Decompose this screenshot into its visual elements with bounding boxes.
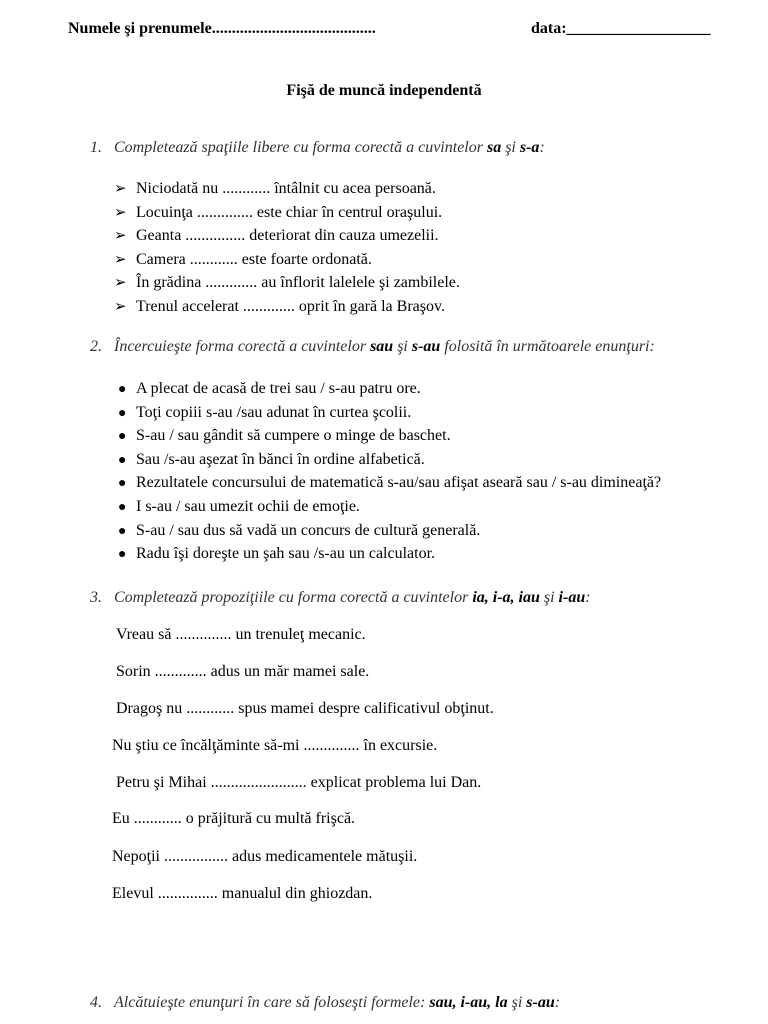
task-2-instruction — [90, 338, 655, 356]
list-item-text: I s-au / sau umezit ochii de emoţie. — [136, 497, 360, 515]
list-item-text: Radu îşi doreşte un şah sau /s-au un calculator. — [136, 545, 436, 563]
task-3-number: 3. — [90, 589, 102, 606]
list-item-text: Trenul accelerat ............. oprit în gară la Braşov. — [136, 297, 445, 315]
list-item — [114, 424, 661, 448]
bullet-dot-icon: ● — [118, 523, 127, 539]
list-item — [114, 448, 661, 472]
task-3-sentence: Nepoţii ................ adus medicamentele mătuşii. — [112, 848, 418, 865]
worksheet-title: Fişă de muncă independentă — [286, 82, 482, 99]
list-item — [114, 224, 460, 248]
task-1-instruction — [90, 139, 545, 157]
arrow-bullet-icon: ➢ — [114, 181, 127, 197]
bullet-dot-icon: ● — [118, 405, 127, 421]
list-item-text: S-au / sau gândit să cumpere o minge de baschet. — [136, 427, 451, 445]
task-3-word-1: ia, i-a, iau — [472, 589, 540, 606]
task-2-word-2: s-au — [411, 338, 441, 355]
task-2-word-1: sau — [370, 338, 394, 355]
task-4-prefix: Alcătuieşte enunţuri în care să foloseşti formele: — [114, 994, 430, 1011]
list-item — [114, 177, 460, 201]
task-4-suffix: : — [554, 994, 561, 1011]
list-item-text: Camera ............ este foarte ordonată. — [136, 250, 372, 268]
task-2-prefix: Încercuieşte forma corectă a cuvintelor — [114, 338, 371, 355]
task-1-number: 1. — [90, 139, 102, 156]
bullet-dot-icon: ● — [118, 382, 127, 397]
arrow-bullet-icon: ➢ — [114, 275, 127, 292]
task-3-suffix: : — [585, 589, 591, 606]
task-4-instruction — [90, 994, 560, 1012]
task-2-list — [114, 377, 661, 566]
bullet-dot-icon: ● — [118, 476, 127, 492]
list-item — [114, 519, 661, 543]
task-4-word-2: s-au — [526, 994, 555, 1011]
task-3-sentence: Sorin ............. adus un măr mamei sale. — [116, 663, 370, 680]
list-item — [114, 295, 460, 319]
task-3-sentence: Elevul ............... manualul din ghiozdan. — [112, 885, 373, 902]
list-item — [114, 471, 661, 495]
task-1-word-2: s-a — [519, 139, 540, 156]
list-item-text: În grădina ............. au înflorit lalelele şi zambilele. — [136, 274, 460, 292]
task-3-sentence: Eu ............ o prăjitură cu multă frişcă. — [112, 810, 356, 827]
task-1-list — [114, 177, 460, 319]
task-1-word-1: sa — [486, 139, 502, 156]
list-item-text: Toţi copiii s-au /sau adunat în curtea şcolii. — [136, 403, 412, 421]
task-3-instruction — [90, 589, 591, 607]
list-item — [114, 201, 460, 225]
task-1-prefix: Completează spaţiile libere cu forma corectă a cuvintelor — [114, 139, 487, 156]
task-3-mid: şi — [539, 589, 559, 606]
task-3-sentence: Nu ştiu ce încălţăminte să-mi .............. în excursie. — [112, 737, 438, 754]
task-2-mid: şi — [393, 338, 412, 355]
task-2-suffix: folosită în următoarele enunţuri: — [440, 338, 655, 355]
task-4-word-1: sau, i-au, la — [429, 994, 508, 1011]
arrow-bullet-icon: ➢ — [114, 298, 127, 315]
list-item — [114, 401, 661, 425]
task-3-sentence: Dragoş nu ............ spus mamei despre calificativul obţinut. — [116, 700, 494, 717]
task-4-mid: şi — [507, 994, 527, 1011]
arrow-bullet-icon: ➢ — [114, 228, 127, 245]
list-item — [114, 377, 661, 401]
task-2-number: 2. — [90, 338, 102, 355]
list-item-text: Rezultatele concursului de matematică s-au/sau afişat aseară sau / s-au dimineaţă? — [136, 474, 662, 492]
task-3-word-2: i-au — [558, 589, 586, 606]
list-item-text: Geanta ............... deteriorat din cauza umezelii. — [136, 227, 439, 245]
list-item — [114, 248, 460, 272]
bullet-dot-icon: ● — [118, 499, 127, 515]
list-item-text: A plecat de acasă de trei sau / s-au patru ore. — [136, 380, 421, 397]
arrow-bullet-icon: ➢ — [114, 204, 127, 221]
bullet-dot-icon: ● — [118, 429, 127, 445]
task-3-sentence: Petru şi Mihai ........................ explicat problema lui Dan. — [116, 774, 482, 791]
list-item-text: S-au / sau dus să vadă un concurs de cultură generală. — [136, 521, 481, 539]
list-item — [114, 271, 460, 295]
bullet-dot-icon: ● — [118, 452, 127, 468]
bullet-dot-icon: ● — [118, 547, 127, 563]
name-field-label: Numele şi prenumele......................................... — [68, 20, 376, 37]
list-item — [114, 542, 661, 566]
task-3-prefix: Completează propoziţiile cu forma corectă a cuvintelor — [114, 589, 473, 606]
list-item-text: Locuinţa .............. este chiar în centrul oraşului. — [136, 203, 443, 221]
list-item-text: Sau /s-au aşezat în bănci în ordine alfabetică. — [136, 450, 425, 468]
date-field-label: data:__________________ — [531, 20, 711, 37]
task-3-sentence: Vreau să .............. un trenuleţ mecanic. — [116, 626, 366, 643]
list-item-text: Niciodată nu ............ întâlnit cu acea persoană. — [136, 180, 436, 197]
task-1-mid: şi — [501, 139, 520, 156]
arrow-bullet-icon: ➢ — [114, 251, 127, 268]
task-4-number: 4. — [90, 994, 102, 1011]
list-item — [114, 495, 661, 519]
task-1-suffix: : — [539, 139, 545, 156]
